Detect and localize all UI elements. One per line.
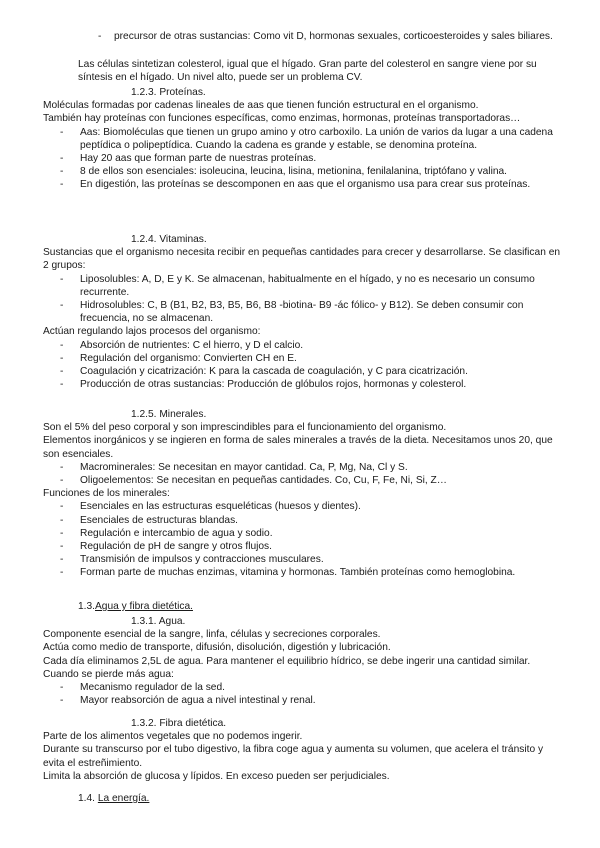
list-item: - Esenciales en las estructuras esqueléticas (huesos y dientes). <box>60 501 361 513</box>
energia-section <box>43 792 563 805</box>
paragraph: Componente esencial de la sangre, linfa, células y secreciones corporales. <box>43 629 381 641</box>
paragraph: Elementos inorgánicos y se ingieren en forma de sales minerales a través de la dieta. Necesitamos unos 20, que son esenciales. <box>43 435 553 460</box>
section-heading: 1.2.3. Proteínas. <box>131 87 206 98</box>
list-item: - Absorción de nutrientes: C el hierro, y D el calcio. <box>60 339 304 351</box>
section-heading: 1.4. La energía. <box>78 793 150 804</box>
paragraph: También hay proteínas con funciones específicas, como enzimas, hormonas, proteínas transportadoras… <box>43 113 521 125</box>
paragraph: Moléculas formadas por cadenas lineales de aas que tienen función estructural en el organismo. <box>43 100 479 112</box>
list-item: - Oligoelementos: Se necesitan en pequeñas cantidades. Co, Cu, F, Fe, Ni, Si, Z… <box>60 475 447 487</box>
paragraph: Funciones de los minerales: <box>43 488 170 500</box>
list-item: - Forman parte de muchas enzimas, vitamina y hormonas. También proteínas como hemoglobina. <box>60 567 516 579</box>
list-item: - Regulación de pH de sangre y otros flujos. <box>60 541 272 553</box>
vitaminas-section <box>43 233 563 391</box>
list-item: - Macrominerales: Se necesitan en mayor cantidad. Ca, P, Mg, Na, Cl y S. <box>60 461 408 473</box>
paragraph: Actúa como medio de transporte, difusión, disolución, digestión y lubricación. <box>43 642 391 654</box>
list-item: - Coagulación y cicatrización: K para la cascada de coagulación, y C para cicatrización. <box>60 366 468 378</box>
proteinas-section <box>43 86 563 192</box>
list-item: - Hay 20 aas que forman parte de nuestras proteínas. <box>60 153 317 165</box>
minerales-section <box>43 408 563 580</box>
list-item: - Aas: Biomoléculas que tienen un grupo amino y otro carboxilo. La unión de varios da lugar a una cadena peptídica o polipeptídica. Cuando la cadena es grande y estable, se denomina proteína. <box>60 126 553 151</box>
section-heading: 1.3.Agua y fibra dietética. <box>78 601 193 612</box>
fibra-section <box>43 717 563 783</box>
section-heading: 1.3.1. Agua. <box>131 616 186 627</box>
top-section <box>43 30 563 43</box>
paragraph: Limita la absorción de glucosa y lípidos. En exceso pueden ser perjudiciales. <box>43 770 390 782</box>
paragraph: Durante su transcurso por el tubo digestivo, la fibra coge agua y aumenta su volumen, que acelera el tránsito y evita el estreñimiento. <box>43 744 544 769</box>
list-item: - En digestión, las proteínas se descomponen en aas que el organismo usa para crear sus proteínas. <box>60 179 531 191</box>
list-item: - Producción de otras sustancias: Producción de glóbulos rojos, hormonas y colesterol. <box>60 379 467 391</box>
list-item: - Transmisión de impulsos y contracciones musculares. <box>60 554 324 566</box>
paragraph: Cada día eliminamos 2,5L de agua. Para mantener el equilibrio hídrico, se debe ingerir una cantidad similar. Cuando se pierde más agua: <box>43 655 531 680</box>
section-heading: 1.2.5. Minerales. <box>131 409 207 420</box>
section-heading: 1.3.2. Fibra dietética. <box>131 718 227 729</box>
paragraph: Parte de los alimentos vegetales que no podemos ingerir. <box>43 731 303 743</box>
list-item: - precursor de otras sustancias: Como vit D, hormonas sexuales, corticoesteroides y sales biliares. <box>98 31 553 42</box>
agua-section <box>43 615 563 707</box>
list-item: - Esenciales de estructuras blandas. <box>60 514 238 526</box>
section-heading: 1.2.4. Vitaminas. <box>131 234 207 245</box>
paragraph: Sustancias que el organismo necesita recibir en pequeñas cantidades para crecer y desarrollarse. Se clasifican en 2 grupos: <box>43 247 561 272</box>
paragraph: Actúan regulando lajos procesos del organismo: <box>43 326 261 338</box>
list-item: - Regulación e intercambio de agua y sodio. <box>60 527 273 539</box>
list-item: - Hidrosolubles: C, B (B1, B2, B3, B5, B6, B8 -biotina- B9 -ác fólico- y B12). Se deben consumir con frecuencia, no se almacenan. <box>60 300 524 325</box>
paragraph: Las células sintetizan colesterol, igual que el hígado. Gran parte del colesterol en sangre viene por su síntesis en el hígado. Un nivel alto, puede ser un problema CV. <box>78 59 537 84</box>
list-item: - Mecanismo regulador de la sed. <box>60 682 225 694</box>
bullet-dash: - <box>98 31 102 42</box>
agua-fibra-section <box>43 600 563 613</box>
paragraph: Son el 5% del peso corporal y son imprescindibles para el funcionamiento del organismo. <box>43 422 447 434</box>
list-item: - Mayor reabsorción de agua a nivel intestinal y renal. <box>60 695 316 707</box>
list-item: - Regulación del organismo: Convierten CH en E. <box>60 352 297 364</box>
list-item: - Liposolubles: A, D, E y K. Se almacenan, habitualmente en el hígado, y no es necesario un consumo recurrente. <box>60 273 535 298</box>
list-item: - 8 de ellos son esenciales: isoleucina, leucina, lisina, metionina, fenilalanina, triptófano y valina. <box>60 166 507 178</box>
